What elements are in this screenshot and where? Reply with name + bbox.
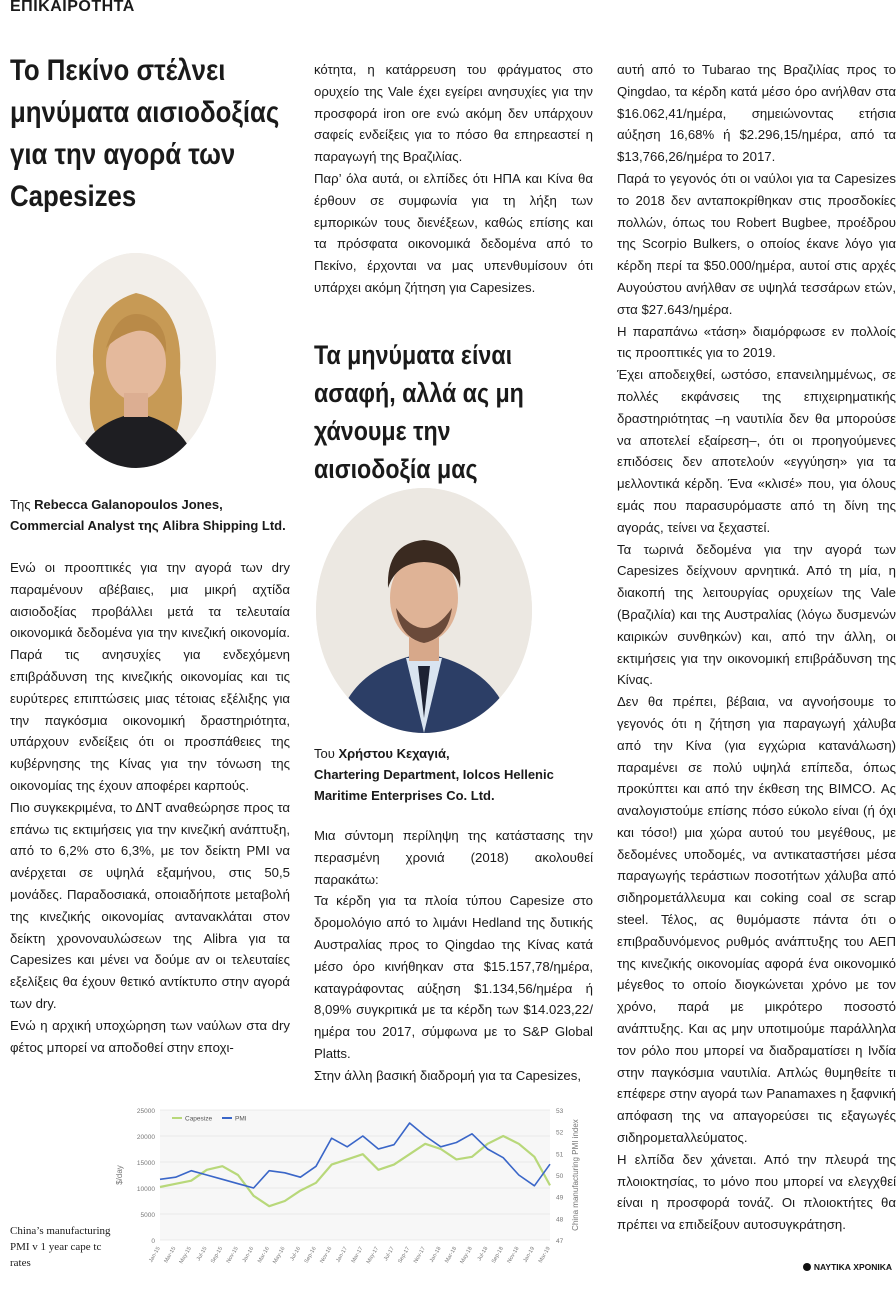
- x-tick-label: May-16: [272, 1246, 287, 1265]
- pull-quote: Τα μηνύματα είναι ασαφή, αλλά ας μη χάνουμε την αισιοδοξία μας: [314, 340, 524, 484]
- logo-icon: [803, 1263, 811, 1271]
- author1-photo: [56, 253, 216, 468]
- paragraph: αυτή από το Tubarao της Βραζιλίας προς το Qingdao, τα κέρδη κατά μέσο όρο ανήλθαν στα $16.062,41/ημέρα, σημειώνοντας ετήσια αύξηση 16,68% ή $2.296,15/ημέρα, από τα $13,766,26/ημέρα το 2017.: [617, 62, 896, 165]
- x-tick-label: Jan-18: [428, 1246, 443, 1264]
- y2-tick-label: 48: [556, 1216, 564, 1224]
- author1-byline: [10, 494, 300, 536]
- y-tick-label: 10000: [136, 1186, 155, 1193]
- x-tick-label: Mar-16: [257, 1246, 271, 1265]
- paragraph: Πιο συγκεκριμένα, το ΔΝΤ αναθεώρησε προς τα επάνω τις εκτιμήσεις για την κινεζική ανάπτυξη, από το 6,2% στο 6,3%, με τον δείκτη PMI να ανέρχεται σε υψηλά εξαμήνου, στις 50,5 μονάδες. Παραδοσιακά, οποιαδήποτε μεταβολή της κινεζικής οικονομίας αντανακλάται στον δείκτη χρονοναυλώσεων της Alibra για τα Capesizes και μένει να δούμε αν οι τελευταίες εξελίξεις θα έχουν θετικό αντίκτυπο στην αγορά των dry.: [10, 799, 290, 1011]
- paragraph: Ενώ η αρχική υποχώρηση των ναύλων στα dry φέτος μπορεί να αποδοθεί στην εποχι-: [10, 1017, 290, 1055]
- x-tick-label: Mar-15: [163, 1246, 178, 1265]
- x-tick-label: Sep-16: [303, 1246, 318, 1265]
- legend-label: Capesize: [185, 1115, 213, 1123]
- x-tick-label: May-17: [365, 1246, 381, 1265]
- paragraph: Ενώ οι προοπτικές για την αγορά των dry παραμένουν αβέβαιες, μια μικρή αχτίδα αισιοδοξίας προβάλλει μετά τα τελευταία οικονομικά δεδομένα για την κινεζική οικονομία. Παρά τις ανησυχίες για ενδεχόμενη επιβράδυνση της κινεζικής οικονομίας και τις ευρύτερες επιπτώσεις μιας τέτοιας εξέλιξης για την παγκόσμια οικονομική δραστηριότητα, υπάρχουν ενδείξεις ότι οι προσπάθειες της κυβέρνησης της Κίνας για την τόνωση της οικονομίας της έχουν αποφέρει καρπούς.: [10, 560, 290, 793]
- column-3: [617, 59, 896, 1236]
- paragraph: Τα τωρινά δεδομένα για την αγορά των Capesizes δείχνουν αρνητικά. Από τη μία, η διακοπή της λειτουργίας ορυχείων της Vale (Βραζιλία) και της Αυστραλίας (λόγω δυσμενών καιρικών συνθηκών) και, από την άλλη, οι εκτιμήσεις για την οικονομική επιβράδυνση της Κίνας.: [617, 541, 896, 688]
- column-2-bottom: [314, 825, 593, 1087]
- paragraph: Παρά το γεγονός ότι οι ναύλοι για τα Capesizes το 2018 δεν ανταποκρίθηκαν στις προσδοκίες πολλών, όπως του Robert Bugbee, προέδρου της Scorpio Bulkers, ο οποίος έκανε λόγο για κέρδη περί τα $50.000/ημέρα, αυτοί στις αρχές Αυγούστου ανήλθαν σε υψηλά τεσσάρων ετών, στα $27.643/ημέρα.: [617, 170, 896, 317]
- x-tick-label: Jul-16: [289, 1246, 303, 1262]
- author1-role: Commercial Analyst της Alibra Shipping Ltd.: [10, 518, 286, 533]
- x-tick-label: Jul-18: [476, 1246, 490, 1262]
- x-tick-label: Sep-17: [397, 1246, 412, 1265]
- section-tag: ΕΠΙΚΑΙΡΟΤΗΤΑ: [10, 0, 135, 15]
- chart-caption: China’s manufacturing PMI v 1 year cape tc rates: [10, 1225, 111, 1269]
- x-tick-label: Nov-18: [506, 1246, 521, 1265]
- x-tick-label: Mar-17: [350, 1246, 365, 1265]
- paragraph: κότητα, η κατάρρευση του φράγματος στο ορυχείο της Vale έχει εγείρει ανησυχίες για την προσφορά iron ore ενώ ακόμη δεν υπάρχουν σαφείς ενδείξεις για το πόσο θα επηρεαστεί η παραγωγή της Βραζιλίας.: [314, 62, 593, 165]
- author2-prefix: Του: [314, 746, 339, 761]
- author2-role: Chartering Department, Iolcos Hellenic Maritime Enterprises Co. Ltd.: [314, 767, 554, 803]
- paragraph: Παρ’ όλα αυτά, οι ελπίδες ότι ΗΠΑ και Κίνα θα έρθουν σε συμφωνία για τη λήξη των εμπορικών τους διενέξεων, καθώς επίσης και τα πρόσφατα οικονομικά δεδομένα από το Πεκίνο, έρχονται να μας υπενθυμίσουν ότι υπάρχει ακόμη ζήτηση για Capesizes.: [314, 170, 593, 295]
- y-tick-label: 25000: [136, 1108, 155, 1115]
- author1-name: Rebecca Galanopoulos Jones: [34, 497, 220, 512]
- legend-label: PMI: [235, 1115, 247, 1123]
- headline: Το Πεκίνο στέλνει μηνύματα αισιοδοξίας για την αγορά των Capesizes: [10, 54, 280, 213]
- paragraph: Στην άλλη βασική διαδρομή για τα Capesizes,: [314, 1067, 582, 1083]
- y2-tick-label: 53: [556, 1108, 564, 1115]
- x-tick-label: May-18: [459, 1246, 474, 1265]
- y-tick-label: 5000: [140, 1212, 155, 1219]
- column-1: [10, 557, 290, 1058]
- author1-suffix: ,: [219, 497, 223, 512]
- paragraph: Η παραπάνω «τάση» διαμόρφωσε εν πολλοίς τις προοπτικές για το 2019.: [617, 323, 896, 361]
- paragraph: Τα κέρδη για τα πλοία τύπου Capesize στο δρομολόγιο από το λιμάνι Hedland της δυτικής Αυστραλίας προς το Qingdao της Κίνας κατά μέσο όρο κινήθηκαν στα $15.157,78/ημέρα, καταγράφοντας αύξηση $1.134,56/ημέρα ή 8,09% συγκριτικά με τα κέρδη των $14.023,22/ημέρα του 2017, σύμφωνα με το S&P Global Platts.: [314, 893, 593, 1061]
- y2-tick-label: 51: [556, 1151, 564, 1159]
- y-tick-label: 0: [151, 1238, 155, 1245]
- x-tick-label: Mar-19: [537, 1246, 552, 1265]
- y2-tick-label: 50: [556, 1173, 564, 1180]
- y2-tick-label: 47: [556, 1238, 564, 1245]
- author2-photo: [316, 488, 532, 733]
- y-tick-label: 15000: [136, 1160, 155, 1167]
- paragraph: Μια σύντομη περίληψη της κατάστασης την περασμένη χρονιά (2018) ακολουθεί παρακάτω:: [314, 828, 593, 887]
- paragraph: Η ελπίδα δεν χάνεται. Από την πλευρά της πλοιοκτησίας, το μόνο που μπορεί να ελεγχθεί είναι η προσφορά τονάζ. Οι πλοιοκτήτες θα πρέπει να επιδείξουν αυτοσυγκράτηση.: [617, 1151, 896, 1233]
- x-tick-label: Jan-19: [522, 1246, 537, 1264]
- x-tick-label: Sep-15: [210, 1246, 225, 1265]
- column-2-top: [314, 59, 593, 299]
- y2-tick-label: 49: [556, 1194, 564, 1202]
- y2-axis-label: China manufacturing PMI index: [571, 1119, 580, 1231]
- x-tick-label: Jan-16: [241, 1246, 256, 1264]
- paragraph: Δεν θα πρέπει, βέβαια, να αγνοήσουμε το γεγονός ότι η ζήτηση για παραγωγή χάλυβα από την Κίνα (για εγχώρια κατανάλωση) παραμένει σε πολύ υψηλά επίπεδα, όπως προκύπτει και από την έκθεση της BIMCO. Ας αναλογιστούμε επίσης πόσο εύκολο είναι (ή όχι και τόσο!) μια χώρα αυτού του μεγέθους, με δεδομένες υποδομές, να αντικαταστήσει μέσα παραγωγής τεράστιων ποσοτήτων χάλυβα από σιδηρομετάλλευμα και coking coal σε scrap steel. Τέλος, ας θυμόμαστε πάντα ότι ο επιβραδυνόμενος ρυθμός ανάπτυξης του ΑΕΠ της κινεζικής οικονομίας αφορά ένα οικονομικό μέγεθος το οποίο διογκώνεται χρόνο με τον χρόνο, παρά με μικρότερο ποσοστό ανάπτυξης. Και ας μην υποτιμούμε παράλληλα τον ρόλο που μπορεί να διαδραματίσει η Ινδία στην παγκόσμια ναυτιλία. Απλώς θυμηθείτε τι επέφερε στην αγορά των Panamaxes η ξαφνική απόφαση της να απαγορεύσει τις εξαγωγές σιδηρομεταλλεύματος.: [617, 694, 896, 1146]
- x-tick-label: Nov-16: [319, 1246, 334, 1265]
- y2-tick-label: 52: [556, 1129, 564, 1137]
- author1-prefix: Της: [10, 497, 35, 512]
- paragraph: Έχει αποδειχθεί, ωστόσο, επανειλημμένως, σε πολλές εκφάνσεις της επιχειρηματικής δραστηριότητας –η ναυτιλία δεν θα μπορούσε να αποτελεί εξαίρεση–, ότι οι προηγούμενες επιδόσεις δεν αποτελούν «εγγύηση» για τα μελλοντικά κέρδη. Ένα «κλισέ» που, για όλους εμάς που παρασυρόμαστε από τη δίνη της αγοράς, τείνει να ξεχαστεί.: [617, 367, 896, 535]
- author2-byline: [314, 743, 604, 806]
- author2-suffix: ,: [445, 746, 450, 761]
- x-tick-label: Nov-17: [412, 1246, 427, 1265]
- x-tick-label: Nov-15: [225, 1246, 240, 1265]
- y-axis-label: $/day: [115, 1165, 124, 1185]
- publication-logo: [803, 1262, 892, 1272]
- x-tick-label: Jan-15: [148, 1246, 162, 1264]
- logo-text: ΝΑΥΤΙΚΑ ΧΡΟΝΙΚΑ: [813, 1262, 892, 1272]
- x-tick-label: Jul-17: [383, 1246, 396, 1262]
- x-tick-label: Jul-15: [195, 1246, 209, 1262]
- y-tick-label: 20000: [136, 1134, 155, 1141]
- chart: [110, 1098, 598, 1273]
- x-tick-label: Jan-17: [335, 1246, 349, 1264]
- x-tick-label: Sep-18: [490, 1246, 505, 1265]
- author2-name: Χρήστου Κεχαγιά: [338, 746, 446, 761]
- x-tick-label: Mar-18: [444, 1246, 459, 1265]
- plot-area: [160, 1110, 550, 1240]
- x-tick-label: May-15: [178, 1246, 193, 1265]
- chart-svg: [110, 1098, 598, 1273]
